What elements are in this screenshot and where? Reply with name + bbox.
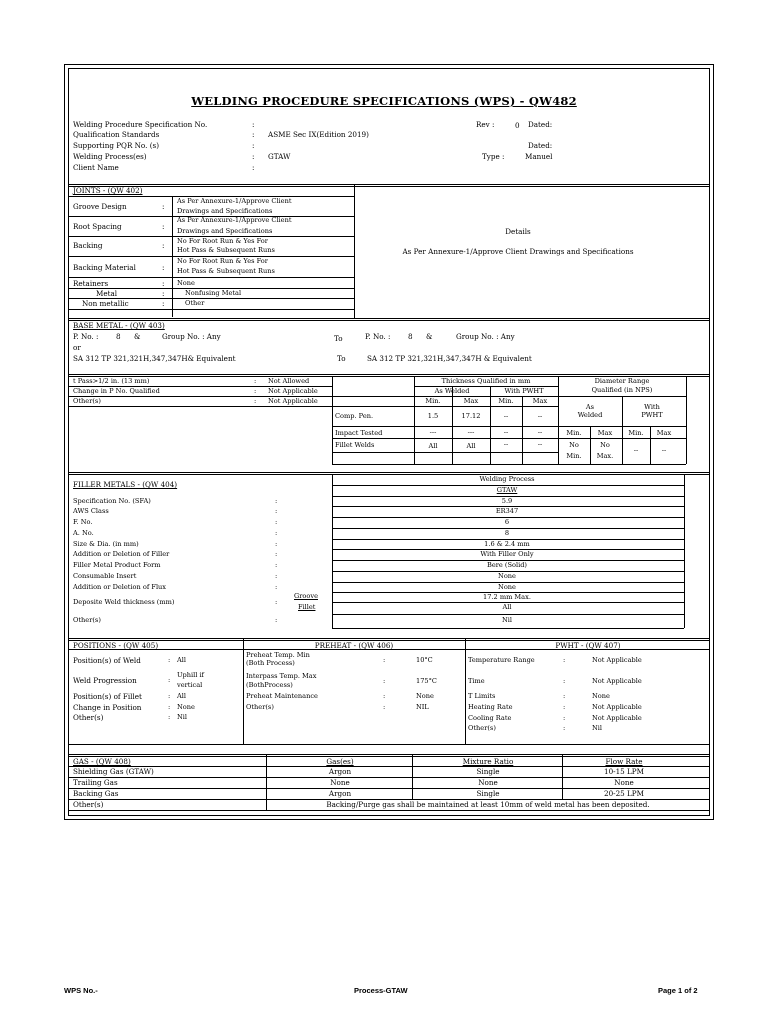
backing-value-2: Hot Pass & Subsequent Runs — [177, 246, 275, 254]
details-value: As Per Annexure-1/Approve Client Drawings and Specifications — [402, 247, 634, 256]
backing-material-value-1: No For Root Run & Yes For — [177, 257, 268, 265]
gas-row-label: Backing Gas — [73, 789, 119, 798]
colon: : — [252, 141, 255, 150]
gas-row-label: Trailing Gas — [73, 778, 118, 787]
dated-label: Dated: — [528, 120, 553, 129]
groove-design-label: Groove Design — [73, 202, 127, 211]
footer-page-number: Page 1 of 2 — [658, 986, 698, 995]
non-metallic-value: Other — [185, 299, 205, 307]
colon: : — [252, 130, 255, 139]
preheat-heading: PREHEAT - (QW 406) — [314, 641, 394, 650]
base-spec-2: SA 312 TP 321,321H,347,347H & Equivalent — [367, 354, 532, 363]
rev-value: 0 — [515, 121, 520, 130]
colon: : — [252, 120, 255, 129]
qualification-standards-label: Qualification Standards — [73, 130, 160, 139]
qualification-standards-value: ASME Sec IX(Edition 2019) — [268, 130, 369, 139]
gas-heading: GAS - (QW 408) — [73, 757, 131, 766]
base-metal-heading: BASE METAL - (QW 403) — [73, 321, 165, 330]
non-metallic-label: Non metallic — [82, 299, 129, 308]
footer-wps-no: WPS No.- — [64, 986, 98, 995]
base-spec-1: SA 312 TP 321,321H,347,347H& Equivalent — [73, 354, 236, 363]
client-name-label: Client Name — [73, 163, 119, 172]
colon: : — [252, 152, 255, 161]
footer-process: Process-GTAW — [354, 986, 408, 995]
filler-heading: FILLER METALS - (QW 404) — [73, 480, 178, 489]
colon: : — [252, 163, 255, 172]
joints-heading: JOINTS - (QW 402) — [73, 186, 143, 195]
wps-no-label: Welding Procedure Specification No. — [73, 120, 208, 129]
root-spacing-value-1: As Per Annexure-1/Approve Client — [177, 216, 292, 224]
type-value: Manuel — [525, 152, 553, 161]
retainers-label: Retainers — [73, 279, 109, 288]
gas-others-value: Backing/Purge gas shall be maintained at least 10mm of weld metal has been deposited. — [326, 800, 650, 809]
metal-label: Metal — [96, 289, 118, 298]
metal-value: Nonfusing Metal — [185, 289, 242, 297]
root-spacing-value-2: Drawings and Specifications — [177, 227, 273, 235]
root-spacing-label: Root Spacing — [73, 222, 122, 231]
retainers-value: None — [177, 279, 195, 287]
backing-label: Backing — [73, 241, 103, 250]
pwht-heading: PWHT - (QW 407) — [555, 641, 621, 650]
groove-design-value-1: As Per Annexure-1/Approve Client — [177, 197, 292, 205]
welding-process-label: Welding Process(es) — [73, 152, 147, 161]
welding-process-value: GTAW — [268, 152, 291, 161]
backing-value-1: No For Root Run & Yes For — [177, 237, 268, 245]
type-label: Type : — [482, 152, 505, 161]
backing-material-label: Backing Material — [73, 263, 136, 272]
backing-material-value-2: Hot Pass & Subsequent Runs — [177, 267, 275, 275]
rev-label: Rev : — [476, 120, 495, 129]
details-label: Details — [505, 227, 531, 236]
document-title: WELDING PROCEDURE SPECIFICATIONS (WPS) - QW482 — [191, 94, 577, 108]
positions-heading: POSITIONS - (QW 405) — [73, 641, 159, 650]
gas-row-label: Shielding Gas (GTAW) — [73, 767, 154, 776]
groove-design-value-2: Drawings and Specifications — [177, 207, 273, 215]
supporting-pqr-label: Supporting PQR No. (s) — [73, 141, 160, 150]
dated-label-2: Dated: — [528, 141, 553, 150]
